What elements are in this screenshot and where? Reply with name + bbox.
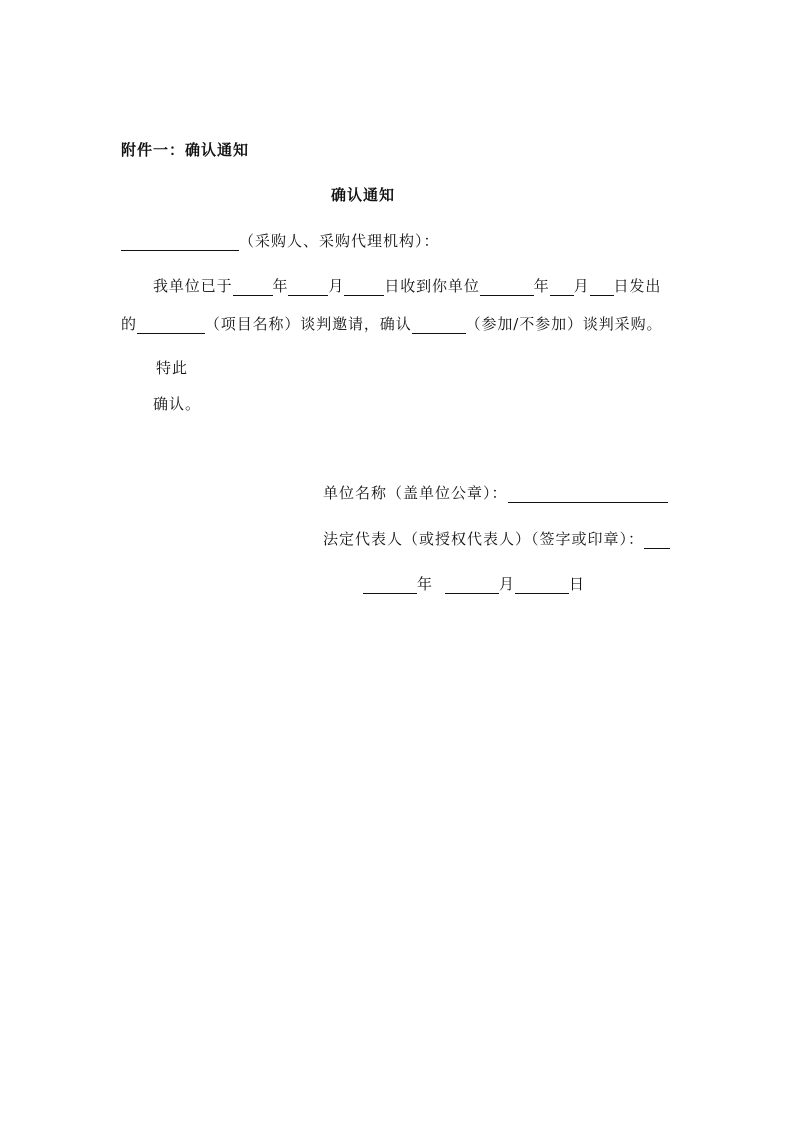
body-text: 的 [121, 315, 137, 333]
body-text: 日收到你单位 [384, 277, 480, 295]
participation-blank[interactable] [412, 318, 466, 334]
closing-line-1: 特此 [156, 359, 189, 377]
body-text: （项目名称）谈判邀请，确认 [204, 315, 412, 333]
sign-year-label: 年 [417, 575, 434, 593]
addressee-suffix: （采购人、采购代理机构）： [239, 232, 440, 250]
document-title: 确认通知 [331, 186, 396, 204]
unit-name-label: 单位名称（盖单位公章）： [323, 484, 508, 502]
body-text: 我单位已于 [153, 277, 233, 295]
received-year-blank[interactable] [233, 280, 273, 296]
body-text: 月 [573, 277, 590, 295]
legal-rep-label: 法定代表人（或授权代表人）（签字或印章）： [323, 530, 645, 548]
project-name-blank[interactable] [137, 318, 205, 334]
unit-name-blank[interactable] [508, 487, 668, 503]
addressee-blank[interactable] [121, 235, 239, 251]
unit-name-row [323, 483, 668, 503]
addressee-line [121, 231, 440, 251]
body-paragraph-line-1 [153, 276, 661, 296]
body-text: 月 [328, 277, 345, 295]
sign-day-blank[interactable] [515, 578, 569, 594]
received-month-blank[interactable] [288, 280, 328, 296]
signature-date-row [363, 574, 585, 594]
sent-month-blank[interactable] [550, 280, 574, 296]
body-paragraph-line-2 [121, 314, 662, 334]
sign-day-label: 日 [569, 575, 586, 593]
legal-rep-row [323, 529, 670, 549]
body-text: 日发出 [613, 277, 662, 295]
body-text: 年 [533, 277, 550, 295]
sent-day-blank[interactable] [590, 280, 614, 296]
legal-rep-blank[interactable] [644, 533, 670, 549]
attachment-heading: 附件一：确认通知 [121, 141, 250, 159]
sign-month-label: 月 [499, 575, 516, 593]
sign-year-blank[interactable] [363, 578, 417, 594]
closing-line-2: 确认。 [153, 395, 202, 413]
received-day-blank[interactable] [344, 280, 384, 296]
body-text: （参加/不参加）谈判采购。 [465, 315, 663, 333]
sign-month-blank[interactable] [445, 578, 499, 594]
body-text: 年 [272, 277, 289, 295]
sent-year-blank[interactable] [480, 280, 534, 296]
